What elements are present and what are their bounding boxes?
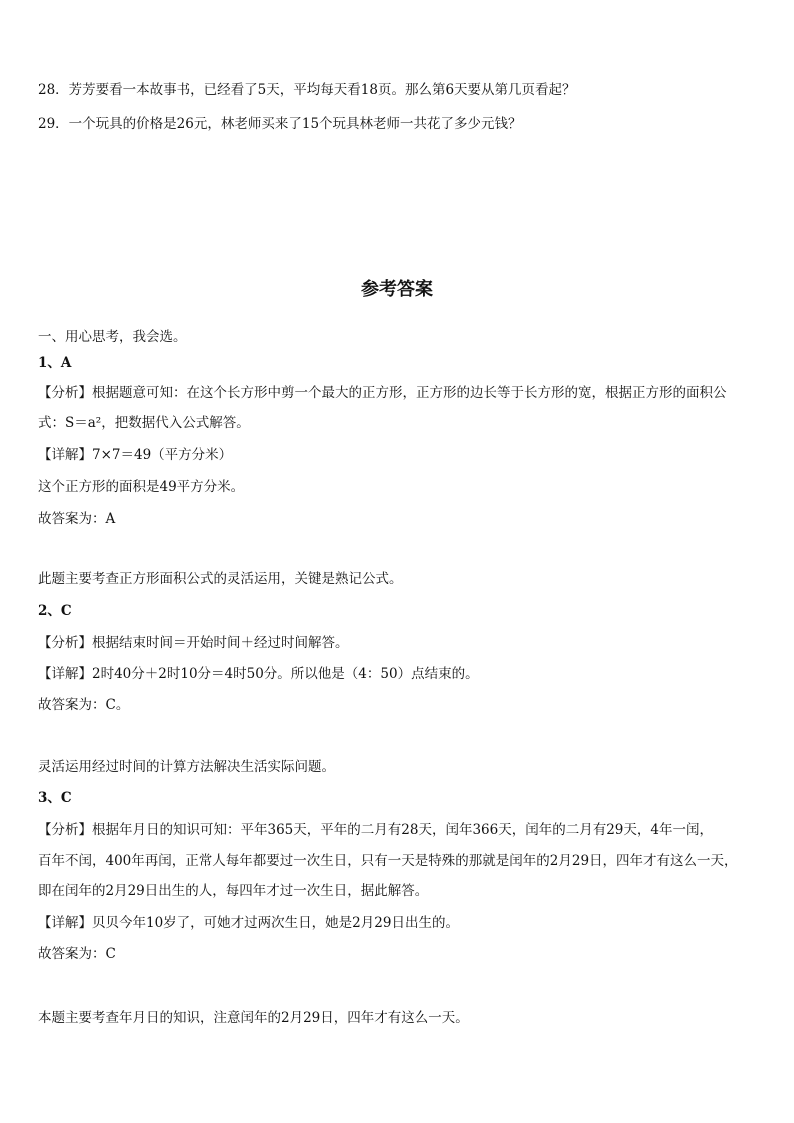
answer-3-analysis: 【分析】根据年月日的知识可知：平年365天，平年的二月有28天，闰年366天，闰年的二月有29天，4年一闰， (38, 822, 713, 838)
answer-3-analysis-cont: 百年不闰，400年再闰，正常人每年都要过一次生日，只有一天是特殊的那就是闰年的2月29日，四年才有这么一天， (38, 853, 738, 869)
answer-3-detail: 【详解】贝贝今年10岁了，可她才过两次生日，她是2月29日出生的。 (38, 915, 459, 931)
answer-2-number: 2、C (38, 603, 72, 619)
answer-3-conclusion: 故答案为：C (38, 946, 116, 962)
question-28: 28．芳芳要看一本故事书，已经看了5天，平均每天看18页。那么第6天要从第几页看起？ (38, 82, 576, 98)
answer-2-comment: 灵活运用经过时间的计算方法解决生活实际问题。 (38, 759, 335, 775)
answer-2-analysis: 【分析】根据结束时间＝开始时间＋经过时间解答。 (38, 635, 349, 651)
answer-1-detail: 【详解】7×7＝49（平方分米） (38, 447, 233, 463)
answer-1-number: 1、A (38, 355, 72, 371)
answer-3-number: 3、C (38, 790, 72, 806)
answer-1-comment: 此题主要考查正方形面积公式的灵活运用，关键是熟记公式。 (38, 571, 403, 587)
answer-2-detail: 【详解】2时40分＋2时10分＝4时50分。所以他是（4：50）点结束的。 (38, 666, 479, 682)
answer-2-conclusion: 故答案为：C。 (38, 697, 130, 713)
answer-1-conclusion: 故答案为：A (38, 511, 116, 527)
answer-1-analysis: 【分析】根据题意可知：在这个长方形中剪一个最大的正方形，正方形的边长等于长方形的宽，根据正方形的面积公 (38, 385, 727, 401)
answer-3-comment: 本题主要考查年月日的知识，注意闰年的2月29日，四年才有这么一天。 (38, 1010, 469, 1026)
answer-3-analysis-cont-2: 即在闰年的2月29日出生的人，每四年才过一次生日，据此解答。 (38, 883, 429, 899)
answer-1-analysis-cont: 式：S＝a²，把数据代入公式解答。 (38, 415, 250, 431)
answers-title: 参考答案 (361, 279, 433, 300)
answer-1-detail-cont: 这个正方形的面积是49平方分米。 (38, 479, 245, 495)
section-heading: 一、用心思考，我会选。 (38, 329, 187, 345)
question-29: 29．一个玩具的价格是26元，林老师买来了15个玩具林老师一共花了多少元钱？ (38, 116, 522, 132)
